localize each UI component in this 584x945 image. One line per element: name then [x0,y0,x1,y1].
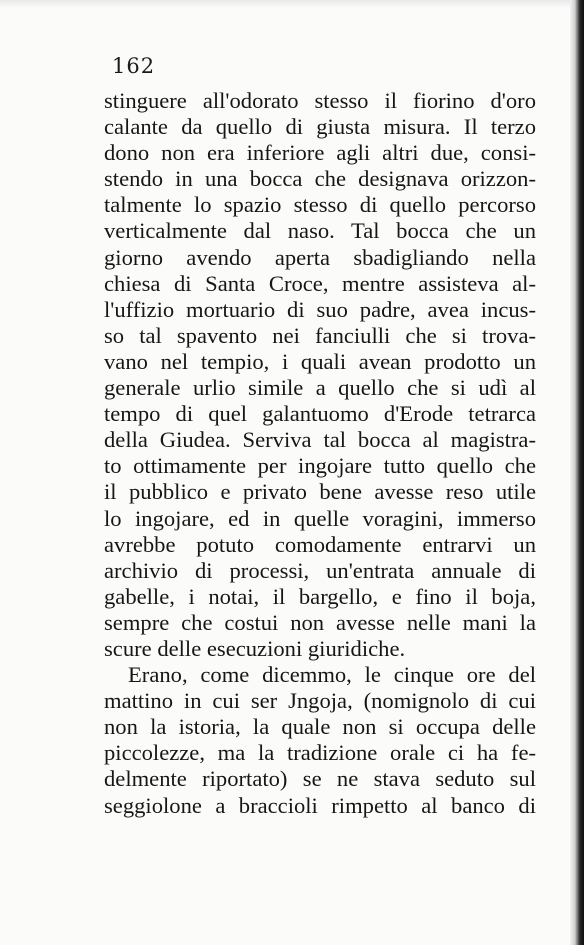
text-line: seggiolone a braccioli rimpetto al banco di [104,792,536,818]
text-line: lo ingojare, ed in quelle voragini, immerso [104,505,536,531]
text-line: giorno avendo aperta sbadigliando nella [104,244,536,270]
text-line: vano nel tempio, i quali avean prodotto un [104,348,536,374]
text-line: della Giudea. Serviva tal bocca al magistra- [104,427,536,453]
text-line: gabelle, i notai, il bargello, e fino il boja, [104,583,536,609]
text-line: dono non era inferiore agli altri due, consi- [104,140,536,166]
text-line: talmente lo spazio stesso di quello percorso [104,192,536,218]
page-binding-edge [570,0,584,945]
text-line-paragraph-start: Erano, come dicemmo, le cinque ore del [128,662,536,688]
text-line: l'uffizio mortuario di suo padre, avea incus- [104,296,536,322]
text-line: stendo in una bocca che designava orizzon- [104,166,536,192]
text-line: stinguere all'odorato stesso il fiorino d'oro [104,88,536,113]
body-text [104,88,536,819]
text-line: archivio di processi, un'entrata annuale di [104,557,536,583]
text-line: chiesa di Santa Croce, mentre assisteva al- [104,270,536,296]
text-line: non la istoria, la quale non si occupa delle [104,714,536,740]
text-line: tempo di quel galantuomo d'Erode tetrarca [104,401,536,427]
text-line: piccolezze, ma la tradizione orale ci ha fe- [104,740,536,766]
text-line: delmente riportato) se ne stava seduto sul [104,766,536,792]
text-line: avrebbe potuto comodamente entrarvi un [104,531,536,557]
text-line: to ottimamente per ingojare tutto quello che [104,453,536,479]
text-line: mattino in cui ser Jngoja, (nomignolo di cui [104,688,536,714]
text-line: scure delle esecuzioni giuridiche. [104,635,406,661]
text-line: calante da quello di giusta misura. Il terzo [104,114,536,140]
text-line: sempre che costui non avesse nelle mani la [104,609,536,635]
text-line: il pubblico e privato bene avesse reso utile [104,479,536,505]
text-line: generale urlio simile a quello che si udì al [104,375,536,401]
text-line: verticalmente dal naso. Tal bocca che un [104,218,536,244]
page-number: 162 [112,54,156,78]
text-line: so tal spavento nei fanciulli che si trova- [104,322,536,348]
page-top-shadow [0,0,584,8]
